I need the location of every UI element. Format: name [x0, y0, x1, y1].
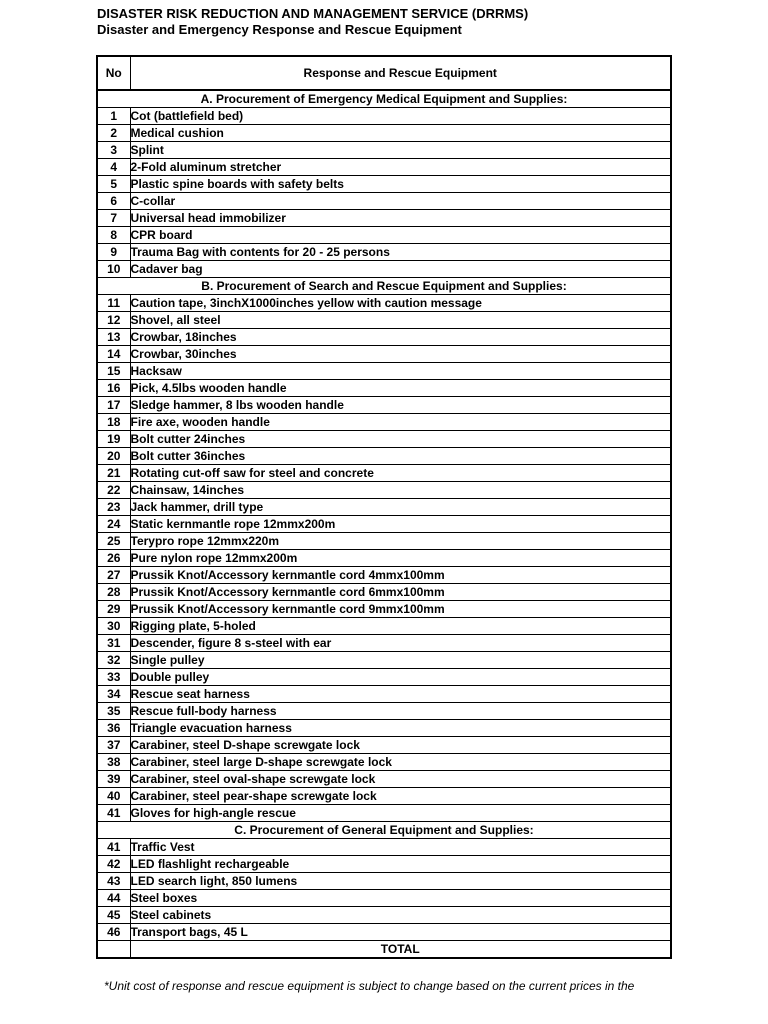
item-number: 41: [97, 805, 130, 822]
item-name: Pick, 4.5lbs wooden handle: [130, 380, 671, 397]
item-name: Steel cabinets: [130, 907, 671, 924]
table-row: [97, 227, 671, 244]
section-title: C. Procurement of General Equipment and Supplies:: [97, 822, 671, 839]
item-number: 25: [97, 533, 130, 550]
table-row: [97, 261, 671, 278]
footnote: *Unit cost of response and rescue equipment is subject to change based on the current prices in the: [104, 979, 635, 993]
item-name: Rigging plate, 5-holed: [130, 618, 671, 635]
table-row: [97, 312, 671, 329]
table-row: [97, 584, 671, 601]
item-name: Single pulley: [130, 652, 671, 669]
table-row: [97, 720, 671, 737]
item-number: 19: [97, 431, 130, 448]
item-number: 37: [97, 737, 130, 754]
item-number: 39: [97, 771, 130, 788]
item-name: Carabiner, steel pear-shape screwgate lock: [130, 788, 671, 805]
item-number: 30: [97, 618, 130, 635]
table-row: [97, 567, 671, 584]
table-row: [97, 907, 671, 924]
table-row: [97, 346, 671, 363]
item-name: Fire axe, wooden handle: [130, 414, 671, 431]
item-number: 28: [97, 584, 130, 601]
item-number: 40: [97, 788, 130, 805]
table-row: [97, 397, 671, 414]
item-number: 33: [97, 669, 130, 686]
item-name: Carabiner, steel large D-shape screwgate lock: [130, 754, 671, 771]
item-number: 43: [97, 873, 130, 890]
table-row: [97, 159, 671, 176]
table-row: [97, 193, 671, 210]
column-header-equipment: Response and Rescue Equipment: [130, 56, 671, 90]
table-row: [97, 363, 671, 380]
item-name: Jack hammer, drill type: [130, 499, 671, 516]
item-number: 10: [97, 261, 130, 278]
table-row: [97, 414, 671, 431]
item-name: Static kernmantle rope 12mmx200m: [130, 516, 671, 533]
table-row: [97, 448, 671, 465]
item-number: 41: [97, 839, 130, 856]
table-row: [97, 839, 671, 856]
item-number: 7: [97, 210, 130, 227]
table-row: [97, 142, 671, 159]
item-number: 44: [97, 890, 130, 907]
item-number: 34: [97, 686, 130, 703]
item-name: Prussik Knot/Accessory kernmantle cord 4mmx100mm: [130, 567, 671, 584]
table-row: [97, 924, 671, 941]
table-row: [97, 108, 671, 125]
table-row: [97, 516, 671, 533]
table-row: [97, 380, 671, 397]
table-row: [97, 482, 671, 499]
equipment-table-body: [97, 90, 671, 958]
item-name: Prussik Knot/Accessory kernmantle cord 6mmx100mm: [130, 584, 671, 601]
document-title: DISASTER RISK REDUCTION AND MANAGEMENT SERVICE (DRRMS): [97, 6, 529, 21]
item-name: Traffic Vest: [130, 839, 671, 856]
item-number: 38: [97, 754, 130, 771]
table-row: [97, 703, 671, 720]
item-name: Carabiner, steel D-shape screwgate lock: [130, 737, 671, 754]
item-number: 27: [97, 567, 130, 584]
item-name: Crowbar, 18inches: [130, 329, 671, 346]
item-number: 26: [97, 550, 130, 567]
table-row: [97, 431, 671, 448]
table-row: [97, 873, 671, 890]
item-name: Universal head immobilizer: [130, 210, 671, 227]
table-row: [97, 125, 671, 142]
item-number: 14: [97, 346, 130, 363]
item-name: Prussik Knot/Accessory kernmantle cord 9mmx100mm: [130, 601, 671, 618]
item-number: 18: [97, 414, 130, 431]
item-name: Caution tape, 3inchX1000inches yellow with caution message: [130, 295, 671, 312]
item-number: 2: [97, 125, 130, 142]
item-name: CPR board: [130, 227, 671, 244]
item-name: Shovel, all steel: [130, 312, 671, 329]
item-name: C-collar: [130, 193, 671, 210]
item-number: 16: [97, 380, 130, 397]
table-row: [97, 856, 671, 873]
item-name: LED flashlight rechargeable: [130, 856, 671, 873]
item-name: Cot (battlefield bed): [130, 108, 671, 125]
item-name: Sledge hammer, 8 lbs wooden handle: [130, 397, 671, 414]
item-name: Triangle evacuation harness: [130, 720, 671, 737]
item-name: Pure nylon rope 12mmx200m: [130, 550, 671, 567]
item-number: 24: [97, 516, 130, 533]
total-blank-cell: [97, 941, 130, 959]
table-row: [97, 618, 671, 635]
item-number: 11: [97, 295, 130, 312]
table-row: [97, 635, 671, 652]
item-name: LED search light, 850 lumens: [130, 873, 671, 890]
table-row: [97, 669, 671, 686]
item-name: Steel boxes: [130, 890, 671, 907]
item-number: 29: [97, 601, 130, 618]
table-row: [97, 176, 671, 193]
item-number: 8: [97, 227, 130, 244]
item-number: 36: [97, 720, 130, 737]
table-row: [97, 754, 671, 771]
item-number: 9: [97, 244, 130, 261]
table-row: [97, 533, 671, 550]
table-header-row: [97, 56, 671, 90]
item-name: Cadaver bag: [130, 261, 671, 278]
item-number: 1: [97, 108, 130, 125]
item-number: 13: [97, 329, 130, 346]
item-number: 31: [97, 635, 130, 652]
item-number: 3: [97, 142, 130, 159]
item-number: 5: [97, 176, 130, 193]
item-name: Bolt cutter 36inches: [130, 448, 671, 465]
table-row: [97, 244, 671, 261]
table-row: [97, 295, 671, 312]
table-row: [97, 652, 671, 669]
column-header-no: No: [97, 56, 130, 90]
item-number: 42: [97, 856, 130, 873]
item-number: 23: [97, 499, 130, 516]
item-name: Plastic spine boards with safety belts: [130, 176, 671, 193]
table-row: [97, 890, 671, 907]
section-title: B. Procurement of Search and Rescue Equipment and Supplies:: [97, 278, 671, 295]
section-header-row: [97, 90, 671, 108]
table-row: [97, 210, 671, 227]
item-number: 4: [97, 159, 130, 176]
item-name: Trauma Bag with contents for 20 - 25 persons: [130, 244, 671, 261]
item-name: Descender, figure 8 s-steel with ear: [130, 635, 671, 652]
item-name: Rescue seat harness: [130, 686, 671, 703]
item-name: Hacksaw: [130, 363, 671, 380]
item-name: Rescue full-body harness: [130, 703, 671, 720]
total-row: [97, 941, 671, 959]
section-header-row: [97, 822, 671, 839]
table-row: [97, 550, 671, 567]
table-row: [97, 686, 671, 703]
table-row: [97, 788, 671, 805]
item-name: 2-Fold aluminum stretcher: [130, 159, 671, 176]
item-number: 45: [97, 907, 130, 924]
item-number: 22: [97, 482, 130, 499]
item-number: 12: [97, 312, 130, 329]
table-row: [97, 465, 671, 482]
item-name: Crowbar, 30inches: [130, 346, 671, 363]
document-header: [97, 6, 528, 38]
item-name: Carabiner, steel oval-shape screwgate lock: [130, 771, 671, 788]
table-row: [97, 737, 671, 754]
item-number: 35: [97, 703, 130, 720]
item-number: 6: [97, 193, 130, 210]
item-name: Medical cushion: [130, 125, 671, 142]
table-row: [97, 771, 671, 788]
item-name: Splint: [130, 142, 671, 159]
section-header-row: [97, 278, 671, 295]
item-number: 15: [97, 363, 130, 380]
table-row: [97, 805, 671, 822]
table-row: [97, 499, 671, 516]
item-number: 17: [97, 397, 130, 414]
item-name: Terypro rope 12mmx220m: [130, 533, 671, 550]
table-row: [97, 601, 671, 618]
item-name: Transport bags, 45 L: [130, 924, 671, 941]
document-subtitle: Disaster and Emergency Response and Rescue Equipment: [97, 22, 462, 37]
item-name: Chainsaw, 14inches: [130, 482, 671, 499]
total-label: TOTAL: [130, 941, 671, 959]
item-number: 32: [97, 652, 130, 669]
item-number: 21: [97, 465, 130, 482]
item-name: Gloves for high-angle rescue: [130, 805, 671, 822]
equipment-table: [96, 55, 672, 959]
item-number: 46: [97, 924, 130, 941]
item-number: 20: [97, 448, 130, 465]
item-name: Bolt cutter 24inches: [130, 431, 671, 448]
section-title: A. Procurement of Emergency Medical Equipment and Supplies:: [97, 90, 671, 108]
item-name: Rotating cut-off saw for steel and concrete: [130, 465, 671, 482]
table-row: [97, 329, 671, 346]
item-name: Double pulley: [130, 669, 671, 686]
